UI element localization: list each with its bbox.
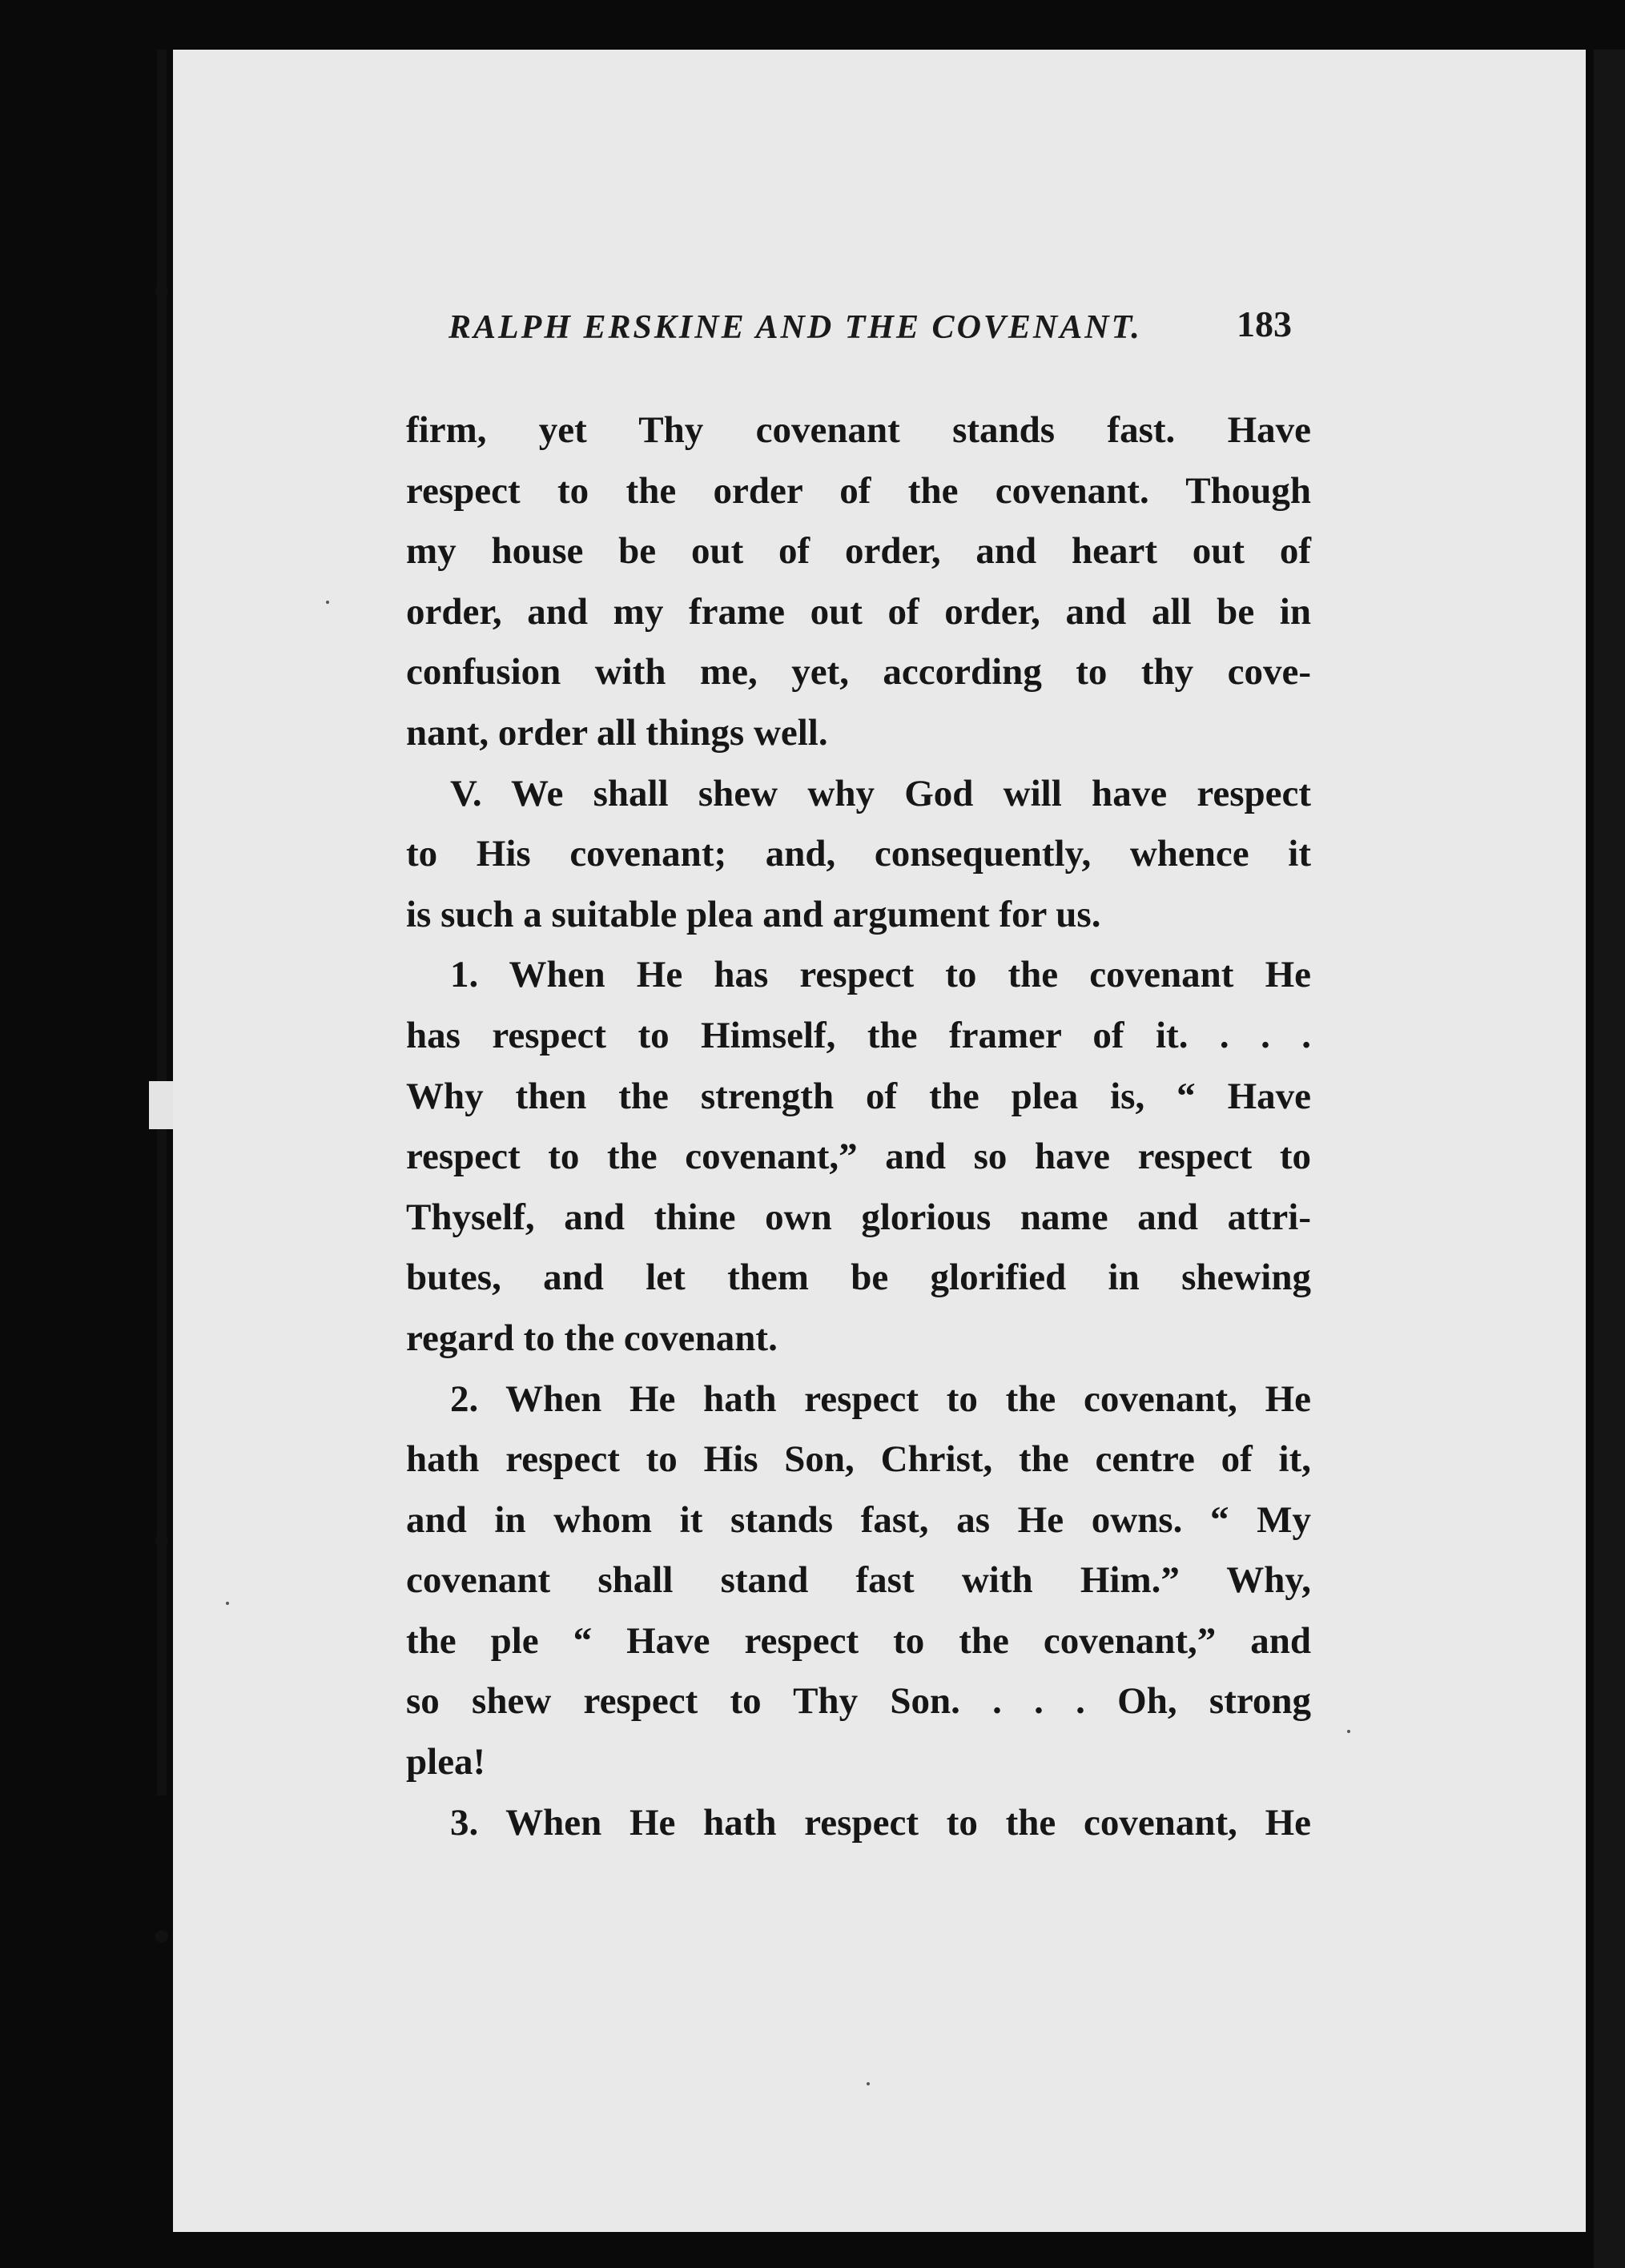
scan-speck <box>326 601 329 604</box>
text-line: my house be out of order, and heart out of <box>406 530 1311 573</box>
scan-speck <box>1347 1730 1350 1733</box>
text-line: covenant shall stand fast with Him.” Why, <box>406 1559 1311 1602</box>
text-line: Why then the strength of the plea is, “ Have <box>406 1075 1311 1117</box>
text-line: the ple “ Have respect to the covenant,” and <box>406 1619 1311 1662</box>
text-line: so shew respect to Thy Son. . . . Oh, strong <box>406 1680 1311 1723</box>
running-head: RALPH ERSKINE AND THE COVENANT. <box>448 309 1142 346</box>
binding-mark <box>155 284 168 297</box>
text-line: confusion with me, yet, according to thy cove- <box>406 651 1311 694</box>
binding-mark <box>155 1930 168 1943</box>
scan-speck <box>226 1602 229 1605</box>
text-line: plea! <box>406 1741 486 1783</box>
text-line: 1. When He has respect to the covenant He <box>450 954 1311 996</box>
text-line: has respect to Himself, the framer of it. . . . <box>406 1014 1311 1056</box>
text-line: is such a suitable plea and argument for us. <box>406 893 1101 935</box>
text-line: 3. When He hath respect to the covenant, He <box>450 1801 1311 1844</box>
page-number: 183 <box>1237 304 1292 344</box>
text-line: 2. When He hath respect to the covenant, He <box>450 1377 1311 1420</box>
text-line: V. We shall shew why God will have respect <box>450 772 1311 814</box>
text-line: order, and my frame out of order, and all be in <box>406 590 1311 633</box>
text-line: respect to the order of the covenant. Though <box>406 469 1311 512</box>
binding-gap <box>149 1081 173 1129</box>
body-text <box>406 400 1311 1853</box>
text-line: to His covenant; and, consequently, whence it <box>406 833 1311 875</box>
text-line: nant, order all things well. <box>406 711 828 754</box>
text-line: hath respect to His Son, Christ, the centre of it, <box>406 1438 1311 1481</box>
binding-mark <box>155 1534 168 1546</box>
text-line: butes, and let them be glorified in shewing <box>406 1257 1311 1299</box>
text-line: regard to the covenant. <box>406 1317 778 1359</box>
scan-speck <box>867 2082 870 2085</box>
scan-right-edge <box>1594 50 1625 2268</box>
text-line: and in whom it stands fast, as He owns. “ My <box>406 1498 1311 1541</box>
text-line: firm, yet Thy covenant stands fast. Have <box>406 409 1311 451</box>
text-line: respect to the covenant,” and so have respect to <box>406 1136 1311 1178</box>
text-line: Thyself, and thine own glorious name and attri- <box>406 1196 1311 1238</box>
